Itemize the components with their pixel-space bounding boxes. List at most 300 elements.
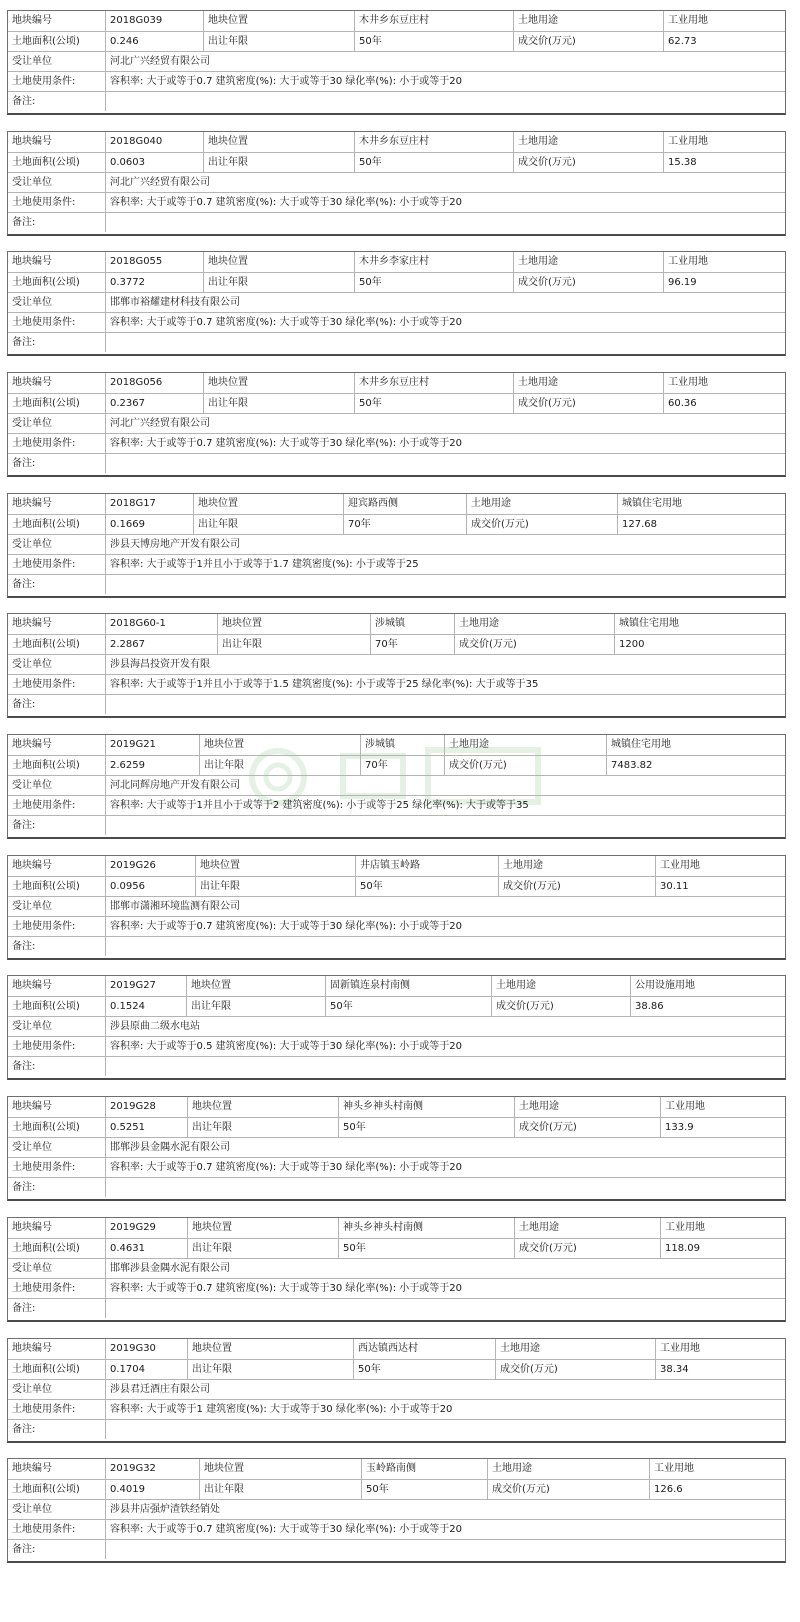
row-area-term-price (8, 996, 785, 1016)
label-remarks: 备注: (12, 96, 36, 107)
price-value: 96.19 (663, 273, 785, 292)
row-area-term-price (8, 755, 785, 775)
label-area: 土地面积(公顷) (12, 1484, 80, 1495)
area-value: 2.2867 (105, 635, 217, 654)
row-area-term-price (8, 514, 785, 534)
location-value: 木井乡李家庄村 (354, 252, 513, 272)
label-land-use: 土地用途 (513, 132, 663, 152)
location-value: 涉城镇 (370, 614, 454, 634)
transferee-value: 涉县井店强炉渣铁经销处 (105, 1500, 785, 1519)
row-conditions (8, 1278, 785, 1298)
row-area-term-price (8, 876, 785, 896)
remarks-value (105, 454, 785, 473)
price-value: 118.09 (660, 1239, 785, 1258)
term-value: 70年 (343, 515, 466, 534)
row-remarks (8, 574, 785, 594)
row-remarks (8, 332, 785, 352)
parcel-table (7, 613, 786, 718)
label-location: 地块位置 (203, 252, 354, 272)
row-transferee (8, 1137, 785, 1157)
label-transferee: 受让单位 (12, 1021, 52, 1032)
label-parcel-no: 地块编号 (12, 1101, 52, 1112)
label-price: 成交价(万元) (514, 1118, 660, 1137)
label-price: 成交价(万元) (495, 1360, 655, 1379)
transferee-value: 邯郸市潇湘环境监测有限公司 (105, 897, 785, 916)
location-value: 西达镇西达村 (353, 1339, 495, 1359)
label-conditions: 土地使用条件: (12, 1283, 76, 1294)
conditions-value: 容积率: 大于或等于0.7 建筑密度(%): 大于或等于30 绿化率(%): 小于或等于20 (105, 1520, 785, 1539)
label-area: 土地面积(公顷) (12, 1364, 80, 1375)
label-remarks: 备注: (12, 820, 36, 831)
remarks-value (105, 937, 785, 956)
term-value: 50年 (353, 1360, 495, 1379)
label-parcel-no: 地块编号 (12, 377, 52, 388)
land-use-value: 工业用地 (649, 1459, 785, 1479)
term-value: 50年 (355, 877, 498, 896)
label-transferee: 受让单位 (12, 418, 52, 429)
row-remarks (8, 815, 785, 835)
location-value: 木井乡东豆庄村 (354, 373, 513, 393)
label-term: 出让年限 (187, 1239, 338, 1258)
row-conditions (8, 433, 785, 453)
label-area: 土地面积(公顷) (12, 157, 80, 168)
parcel-table (7, 372, 786, 477)
label-term: 出让年限 (193, 515, 343, 534)
remarks-value (105, 333, 785, 352)
area-value: 0.4019 (105, 1480, 199, 1499)
price-value: 30.11 (655, 877, 785, 896)
area-value: 0.3772 (105, 273, 203, 292)
label-transferee: 受让单位 (12, 539, 52, 550)
row-parcel-info (8, 132, 785, 152)
label-price: 成交价(万元) (444, 756, 606, 775)
land-use-value: 工业用地 (663, 373, 785, 393)
label-area: 土地面积(公顷) (12, 1122, 80, 1133)
area-value: 0.1524 (105, 997, 186, 1016)
row-area-term-price (8, 152, 785, 172)
price-value: 15.38 (663, 153, 785, 172)
label-conditions: 土地使用条件: (12, 1162, 76, 1173)
area-value: 0.4631 (105, 1239, 187, 1258)
label-remarks: 备注: (12, 699, 36, 710)
parcel-no-value: 2019G28 (105, 1097, 187, 1117)
label-remarks: 备注: (12, 941, 36, 952)
label-remarks: 备注: (12, 337, 36, 348)
term-value: 50年 (354, 153, 513, 172)
label-price: 成交价(万元) (487, 1480, 649, 1499)
parcel-table (7, 855, 786, 960)
price-value: 133.9 (660, 1118, 785, 1137)
area-value: 0.5251 (105, 1118, 187, 1137)
remarks-value (105, 92, 785, 111)
label-location: 地块位置 (199, 1459, 361, 1479)
transferee-value: 邯郸涉县金隅水泥有限公司 (105, 1138, 785, 1157)
label-area: 土地面积(公顷) (12, 639, 80, 650)
transferee-value: 河北广兴经贸有限公司 (105, 173, 785, 192)
parcel-table (7, 251, 786, 356)
row-area-term-price (8, 1479, 785, 1499)
label-price: 成交价(万元) (491, 997, 630, 1016)
row-parcel-info (8, 976, 785, 996)
label-conditions: 土地使用条件: (12, 1524, 76, 1535)
row-parcel-info (8, 735, 785, 755)
term-value: 50年 (354, 273, 513, 292)
label-parcel-no: 地块编号 (12, 618, 52, 629)
row-conditions (8, 1036, 785, 1056)
label-term: 出让年限 (187, 1118, 338, 1137)
label-land-use: 土地用途 (513, 11, 663, 31)
location-value: 井店镇玉岭路 (355, 856, 498, 876)
label-term: 出让年限 (203, 394, 354, 413)
label-transferee: 受让单位 (12, 56, 52, 67)
label-term: 出让年限 (186, 997, 325, 1016)
row-conditions (8, 554, 785, 574)
label-term: 出让年限 (203, 153, 354, 172)
label-land-use: 土地用途 (513, 373, 663, 393)
label-location: 地块位置 (193, 494, 343, 514)
label-remarks: 备注: (12, 1182, 36, 1193)
row-area-term-price (8, 634, 785, 654)
label-transferee: 受让单位 (12, 780, 52, 791)
location-value: 木井乡东豆庄村 (354, 11, 513, 31)
row-parcel-info (8, 1339, 785, 1359)
label-price: 成交价(万元) (513, 273, 663, 292)
label-price: 成交价(万元) (513, 32, 663, 51)
label-land-use: 土地用途 (491, 976, 630, 996)
price-value: 38.86 (630, 997, 785, 1016)
row-parcel-info (8, 1459, 785, 1479)
location-value: 神头乡神头村南侧 (338, 1097, 514, 1117)
conditions-value: 容积率: 大于或等于0.7 建筑密度(%): 大于或等于30 绿化率(%): 小于或等于20 (105, 917, 785, 936)
label-land-use: 土地用途 (514, 1097, 660, 1117)
label-remarks: 备注: (12, 1424, 36, 1435)
label-transferee: 受让单位 (12, 1142, 52, 1153)
label-parcel-no: 地块编号 (12, 1463, 52, 1474)
label-transferee: 受让单位 (12, 1263, 52, 1274)
land-use-value: 工业用地 (660, 1218, 785, 1238)
transferee-value: 河北同辉房地产开发有限公司 (105, 776, 785, 795)
label-location: 地块位置 (195, 856, 355, 876)
transferee-value: 邯郸市裕耀建材科技有限公司 (105, 293, 785, 312)
parcel-no-value: 2019G21 (105, 735, 199, 755)
row-remarks (8, 694, 785, 714)
conditions-value: 容积率: 大于或等于1 建筑密度(%): 大于或等于30 绿化率(%): 小于或等于20 (105, 1400, 785, 1419)
parcel-table (7, 975, 786, 1080)
label-area: 土地面积(公顷) (12, 881, 80, 892)
label-price: 成交价(万元) (466, 515, 617, 534)
row-conditions (8, 916, 785, 936)
label-remarks: 备注: (12, 1544, 36, 1555)
row-conditions (8, 1399, 785, 1419)
label-location: 地块位置 (217, 614, 370, 634)
location-value: 玉岭路南侧 (361, 1459, 487, 1479)
parcel-no-value: 2019G27 (105, 976, 186, 996)
label-land-use: 土地用途 (513, 252, 663, 272)
land-use-value: 城镇住宅用地 (617, 494, 785, 514)
row-transferee (8, 413, 785, 433)
term-value: 70年 (360, 756, 444, 775)
land-use-value: 工业用地 (663, 252, 785, 272)
row-parcel-info (8, 614, 785, 634)
label-remarks: 备注: (12, 1303, 36, 1314)
label-location: 地块位置 (187, 1097, 338, 1117)
term-value: 50年 (354, 32, 513, 51)
label-conditions: 土地使用条件: (12, 438, 76, 449)
conditions-value: 容积率: 大于或等于0.7 建筑密度(%): 大于或等于30 绿化率(%): 小于或等于20 (105, 193, 785, 212)
label-transferee: 受让单位 (12, 659, 52, 670)
row-remarks (8, 1177, 785, 1197)
label-land-use: 土地用途 (514, 1218, 660, 1238)
label-area: 土地面积(公顷) (12, 760, 80, 771)
remarks-value (105, 695, 785, 714)
row-transferee (8, 534, 785, 554)
label-area: 土地面积(公顷) (12, 36, 80, 47)
label-conditions: 土地使用条件: (12, 317, 76, 328)
row-area-term-price (8, 1238, 785, 1258)
land-use-value: 城镇住宅用地 (614, 614, 785, 634)
label-location: 地块位置 (187, 1218, 338, 1238)
row-parcel-info (8, 1097, 785, 1117)
label-land-use: 土地用途 (454, 614, 614, 634)
row-remarks (8, 1539, 785, 1559)
label-conditions: 土地使用条件: (12, 1041, 76, 1052)
conditions-value: 容积率: 大于或等于0.7 建筑密度(%): 大于或等于30 绿化率(%): 小于或等于20 (105, 1279, 785, 1298)
conditions-value: 容积率: 大于或等于0.7 建筑密度(%): 大于或等于30 绿化率(%): 小于或等于20 (105, 72, 785, 91)
transferee-value: 河北广兴经贸有限公司 (105, 52, 785, 71)
conditions-value: 容积率: 大于或等于0.7 建筑密度(%): 大于或等于30 绿化率(%): 小于或等于20 (105, 313, 785, 332)
parcel-table (7, 493, 786, 598)
row-transferee (8, 172, 785, 192)
label-conditions: 土地使用条件: (12, 76, 76, 87)
label-land-use: 土地用途 (495, 1339, 655, 1359)
location-value: 迎宾路西侧 (343, 494, 466, 514)
parcel-no-value: 2019G30 (105, 1339, 187, 1359)
label-price: 成交价(万元) (498, 877, 655, 896)
land-use-value: 工业用地 (663, 132, 785, 152)
price-value: 62.73 (663, 32, 785, 51)
label-remarks: 备注: (12, 1061, 36, 1072)
label-transferee: 受让单位 (12, 1384, 52, 1395)
label-parcel-no: 地块编号 (12, 136, 52, 147)
label-location: 地块位置 (199, 735, 360, 755)
conditions-value: 容积率: 大于或等于1并且小于或等于1.5 建筑密度(%): 小于或等于25 绿化率(%): 大于或等于35 (105, 675, 785, 694)
transferee-value: 涉县原曲二级水电站 (105, 1017, 785, 1036)
label-conditions: 土地使用条件: (12, 559, 76, 570)
row-transferee (8, 654, 785, 674)
row-transferee (8, 775, 785, 795)
area-value: 0.0603 (105, 153, 203, 172)
label-conditions: 土地使用条件: (12, 679, 76, 690)
conditions-value: 容积率: 大于或等于0.7 建筑密度(%): 大于或等于30 绿化率(%): 小于或等于20 (105, 434, 785, 453)
remarks-value (105, 1178, 785, 1197)
label-conditions: 土地使用条件: (12, 800, 76, 811)
term-value: 50年 (338, 1118, 514, 1137)
land-use-value: 工业用地 (655, 1339, 785, 1359)
parcel-no-value: 2018G040 (105, 132, 203, 152)
parcel-no-value: 2018G056 (105, 373, 203, 393)
price-value: 1200 (614, 635, 785, 654)
label-remarks: 备注: (12, 458, 36, 469)
label-price: 成交价(万元) (514, 1239, 660, 1258)
conditions-value: 容积率: 大于或等于0.7 建筑密度(%): 大于或等于30 绿化率(%): 小于或等于20 (105, 1158, 785, 1177)
area-value: 0.0956 (105, 877, 195, 896)
label-parcel-no: 地块编号 (12, 739, 52, 750)
term-value: 50年 (338, 1239, 514, 1258)
parcel-table (7, 734, 786, 839)
area-value: 0.1704 (105, 1360, 187, 1379)
label-area: 土地面积(公顷) (12, 277, 80, 288)
label-remarks: 备注: (12, 579, 36, 590)
label-location: 地块位置 (203, 132, 354, 152)
row-transferee (8, 51, 785, 71)
row-conditions (8, 1519, 785, 1539)
remarks-value (105, 1420, 785, 1439)
land-use-value: 工业用地 (663, 11, 785, 31)
transferee-value: 涉县君迁酒庄有限公司 (105, 1380, 785, 1399)
label-area: 土地面积(公顷) (12, 519, 80, 530)
label-transferee: 受让单位 (12, 297, 52, 308)
label-term: 出让年限 (199, 1480, 361, 1499)
parcel-no-value: 2018G055 (105, 252, 203, 272)
label-area: 土地面积(公顷) (12, 1243, 80, 1254)
label-price: 成交价(万元) (513, 153, 663, 172)
conditions-value: 容积率: 大于或等于1并且小于或等于1.7 建筑密度(%): 小于或等于25 (105, 555, 785, 574)
land-use-value: 工业用地 (655, 856, 785, 876)
row-parcel-info (8, 1218, 785, 1238)
parcel-no-value: 2018G17 (105, 494, 193, 514)
row-remarks (8, 1419, 785, 1439)
label-transferee: 受让单位 (12, 177, 52, 188)
price-value: 38.34 (655, 1360, 785, 1379)
label-term: 出让年限 (199, 756, 360, 775)
term-value: 50年 (325, 997, 491, 1016)
conditions-value: 容积率: 大于或等于1并且小于或等于2 建筑密度(%): 小于或等于25 绿化率(%): 大于或等于35 (105, 796, 785, 815)
remarks-value (105, 816, 785, 835)
label-land-use: 土地用途 (444, 735, 606, 755)
area-value: 2.6259 (105, 756, 199, 775)
area-value: 0.2367 (105, 394, 203, 413)
row-conditions (8, 192, 785, 212)
label-transferee: 受让单位 (12, 901, 52, 912)
row-remarks (8, 936, 785, 956)
term-value: 50年 (361, 1480, 487, 1499)
row-transferee (8, 292, 785, 312)
row-remarks (8, 212, 785, 232)
row-transferee (8, 1379, 785, 1399)
row-conditions (8, 1157, 785, 1177)
row-transferee (8, 1258, 785, 1278)
land-use-value: 公用设施用地 (630, 976, 785, 996)
label-term: 出让年限 (187, 1360, 353, 1379)
label-term: 出让年限 (203, 32, 354, 51)
label-transferee: 受让单位 (12, 1504, 52, 1515)
label-parcel-no: 地块编号 (12, 1222, 52, 1233)
label-conditions: 土地使用条件: (12, 1404, 76, 1415)
label-location: 地块位置 (187, 1339, 353, 1359)
row-remarks (8, 453, 785, 473)
remarks-value (105, 1057, 785, 1076)
label-land-use: 土地用途 (466, 494, 617, 514)
row-parcel-info (8, 494, 785, 514)
row-conditions (8, 312, 785, 332)
row-parcel-info (8, 252, 785, 272)
remarks-value (105, 213, 785, 232)
term-value: 70年 (370, 635, 454, 654)
remarks-value (105, 575, 785, 594)
parcel-table (7, 1217, 786, 1322)
land-use-value: 城镇住宅用地 (606, 735, 785, 755)
term-value: 50年 (354, 394, 513, 413)
label-price: 成交价(万元) (454, 635, 614, 654)
label-land-use: 土地用途 (498, 856, 655, 876)
location-value: 涉城镇 (360, 735, 444, 755)
row-parcel-info (8, 373, 785, 393)
row-area-term-price (8, 1359, 785, 1379)
label-location: 地块位置 (203, 11, 354, 31)
area-value: 0.1669 (105, 515, 193, 534)
row-conditions (8, 795, 785, 815)
parcel-no-value: 2018G039 (105, 11, 203, 31)
parcel-table (7, 131, 786, 236)
remarks-value (105, 1540, 785, 1559)
parcel-no-value: 2019G32 (105, 1459, 199, 1479)
label-area: 土地面积(公顷) (12, 398, 80, 409)
row-transferee (8, 1016, 785, 1036)
label-price: 成交价(万元) (513, 394, 663, 413)
label-term: 出让年限 (203, 273, 354, 292)
remarks-value (105, 1299, 785, 1318)
label-area: 土地面积(公顷) (12, 1001, 80, 1012)
price-value: 126.6 (649, 1480, 785, 1499)
label-parcel-no: 地块编号 (12, 980, 52, 991)
label-term: 出让年限 (217, 635, 370, 654)
row-area-term-price (8, 31, 785, 51)
location-value: 木井乡东豆庄村 (354, 132, 513, 152)
label-parcel-no: 地块编号 (12, 860, 52, 871)
price-value: 60.36 (663, 394, 785, 413)
parcel-no-value: 2018G60-1 (105, 614, 217, 634)
transferee-value: 河北广兴经贸有限公司 (105, 414, 785, 433)
transferee-value: 涉县天博房地产开发有限公司 (105, 535, 785, 554)
label-parcel-no: 地块编号 (12, 498, 52, 509)
price-value: 7483.82 (606, 756, 785, 775)
parcel-no-value: 2019G29 (105, 1218, 187, 1238)
row-transferee (8, 896, 785, 916)
parcel-table (7, 1458, 786, 1563)
row-remarks (8, 1056, 785, 1076)
row-remarks (8, 1298, 785, 1318)
label-location: 地块位置 (186, 976, 325, 996)
row-parcel-info (8, 856, 785, 876)
label-land-use: 土地用途 (487, 1459, 649, 1479)
label-conditions: 土地使用条件: (12, 197, 76, 208)
label-location: 地块位置 (203, 373, 354, 393)
row-conditions (8, 674, 785, 694)
parcel-no-value: 2019G26 (105, 856, 195, 876)
label-term: 出让年限 (195, 877, 355, 896)
row-remarks (8, 91, 785, 111)
row-transferee (8, 1499, 785, 1519)
price-value: 127.68 (617, 515, 785, 534)
label-parcel-no: 地块编号 (12, 256, 52, 267)
transferee-value: 涉县海昌投资开发有限 (105, 655, 785, 674)
parcel-table (7, 1338, 786, 1443)
row-area-term-price (8, 272, 785, 292)
transferee-value: 邯郸涉县金隅水泥有限公司 (105, 1259, 785, 1278)
conditions-value: 容积率: 大于或等于0.5 建筑密度(%): 大于或等于30 绿化率(%): 小于或等于20 (105, 1037, 785, 1056)
row-parcel-info (8, 11, 785, 31)
parcel-table (7, 10, 786, 115)
